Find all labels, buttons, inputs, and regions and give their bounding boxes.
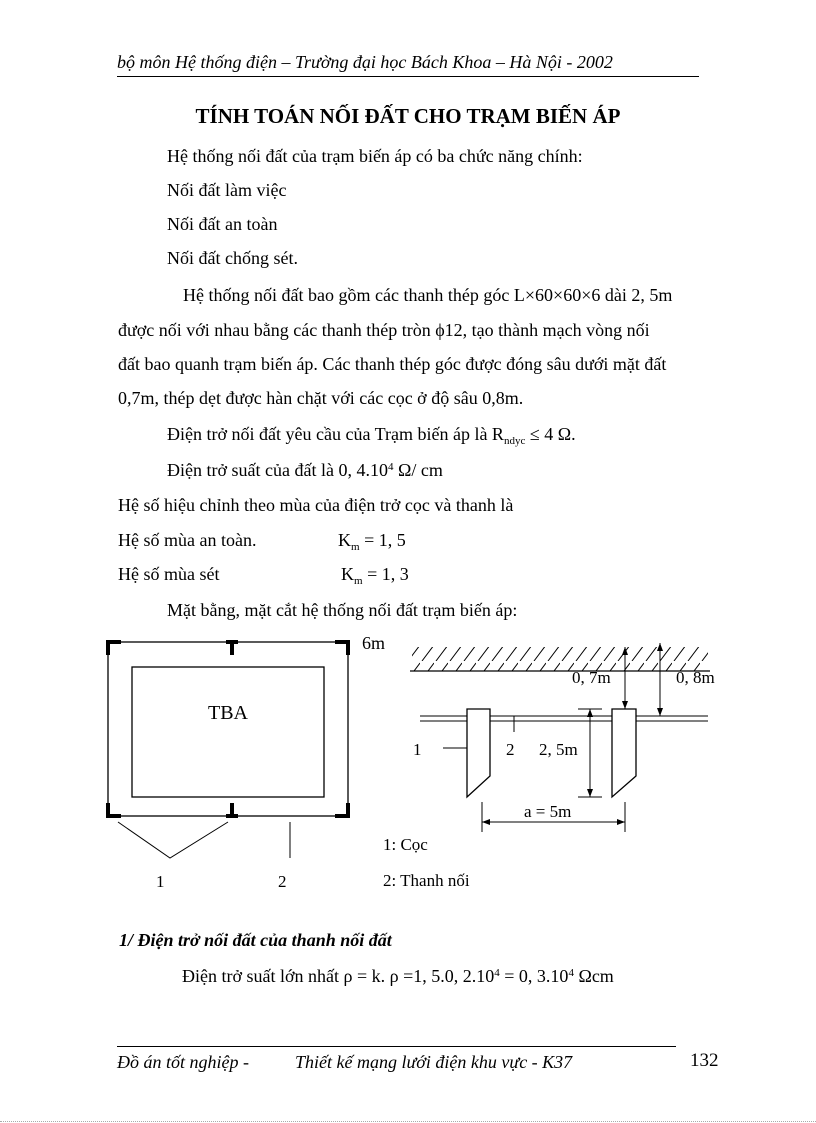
stake-2 xyxy=(612,709,636,797)
coefficient-value: $K_m = 1$, 3 xyxy=(341,564,409,587)
depth-bar-label: 0, 8m xyxy=(676,668,715,687)
header-divider xyxy=(117,76,699,77)
page-title: TÍNH TOÁN NỐI ĐẤT CHO TRẠM BIẾN ÁP xyxy=(195,104,621,128)
section-label-1: 1 xyxy=(413,740,422,759)
footer-divider xyxy=(117,1046,676,1047)
section-view xyxy=(383,643,715,890)
section-label-2: 2 xyxy=(506,740,515,759)
required-resistance: Điện trở nối đất yêu cầu của Trạm biến áp là $R_{ndyc} \le 4$ Ω. xyxy=(167,424,576,447)
substation-label: TBA xyxy=(208,702,248,724)
dimension-6m: 6m xyxy=(362,633,386,653)
figure-caption: Mặt bằng, mặt cắt hệ thống nối đất trạm biến áp: xyxy=(167,600,518,620)
legend-bar: 2: Thanh nối xyxy=(383,871,470,890)
page-bottom-border xyxy=(0,1121,816,1122)
coefficient-label: Hệ số mùa an toàn. xyxy=(118,530,257,550)
soil-resistivity: Điện trở suất của đất là 0, 4.10$^4$ Ω/ cm xyxy=(167,460,443,480)
seasonal-intro: Hệ số hiệu chỉnh theo mùa của điện trở cọc và thanh là xyxy=(118,495,514,515)
function-item: Nối đất an toàn xyxy=(167,214,278,234)
plan-view xyxy=(108,633,385,891)
coefficient-value: $K_m = 1$, 5 xyxy=(338,530,406,553)
max-resistivity-formula: Điện trở suất lớn nhất ρ = k. ρ =1, 5.0, $2.10^4 = 0$, 3.10$^4$ Ωcm xyxy=(182,966,614,986)
page-header: bộ môn Hệ thống điện – Trường đại học Bách Khoa – Hà Nội - 2002 xyxy=(117,52,613,72)
description-line: được nối với nhau bằng các thanh thép tròn ϕ12, tạo thành mạch vòng nối xyxy=(118,320,650,340)
footer-left: Đồ án tốt nghiệp - xyxy=(117,1052,249,1072)
description-line: Hệ thống nối đất bao gồm các thanh thép góc L×60×60×6 dài 2, 5m xyxy=(183,285,673,305)
stake-length-label: 2, 5m xyxy=(539,740,578,759)
substation-outline xyxy=(132,667,324,797)
ground-loop xyxy=(108,642,348,816)
coefficient-label: Hệ số mùa sét xyxy=(118,564,220,584)
stake-1 xyxy=(467,709,490,797)
function-item: Nối đất chống sét. xyxy=(167,248,298,268)
page-number: 132 xyxy=(690,1050,719,1071)
stake-markers xyxy=(108,642,348,816)
legend-stake: 1: Cọc xyxy=(383,835,428,854)
spacing-label: a = 5m xyxy=(524,802,572,821)
description-line: đất bao quanh trạm biến áp. Các thanh thép góc được đóng sâu dưới mặt đất xyxy=(118,354,667,374)
depth-stake-label: 0, 7m xyxy=(572,668,611,687)
function-item: Nối đất làm việc xyxy=(167,180,287,200)
description-line: 0,7m, thép dẹt được hàn chặt với các cọc ở độ sâu 0,8m. xyxy=(118,388,524,408)
footer-middle: Thiết kế mạng lưới điện khu vực - K37 xyxy=(295,1052,573,1072)
plan-callout-2: 2 xyxy=(278,872,287,891)
plan-callout-1: 1 xyxy=(156,872,165,891)
section-heading: 1/ Điện trở nối đất của thanh nối đất xyxy=(119,930,392,950)
intro-paragraph: Hệ thống nối đất của trạm biến áp có ba chức năng chính: xyxy=(167,146,583,166)
grounding-diagram xyxy=(0,625,816,900)
